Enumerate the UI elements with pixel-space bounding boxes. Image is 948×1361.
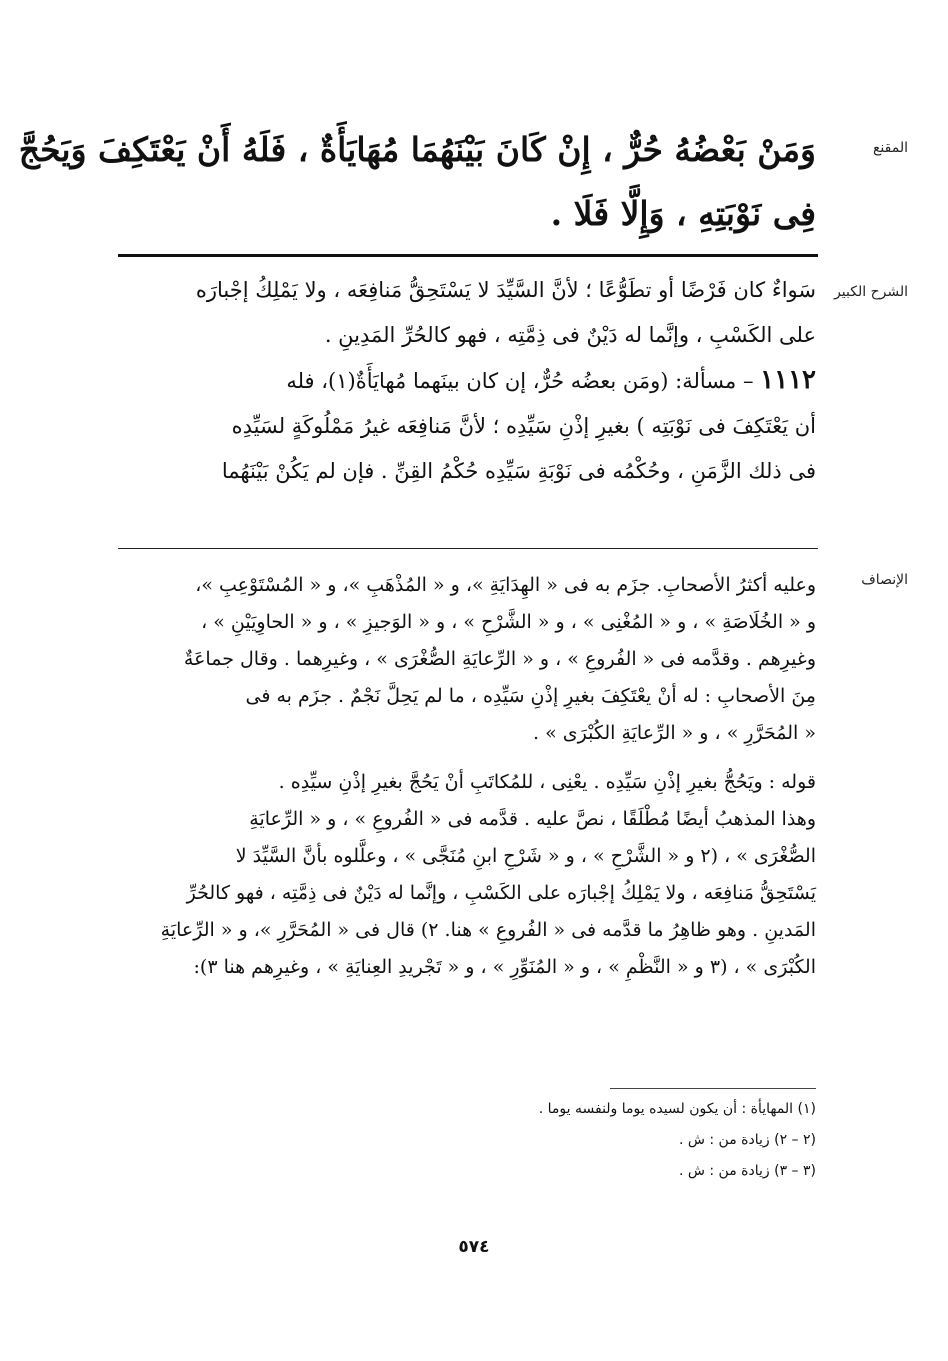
insaf-line: مِنَ الأصحابِ : له أنْ يعْتَكِفَ بغيرِ إذْنِ سَيِّدِه ، ما لم يَحِلَّ نَجْمٌ . جزَم به فى xyxy=(245,685,816,707)
insaf-paragraph xyxy=(118,764,816,986)
section-divider-thick xyxy=(118,254,818,257)
sharh-line: على الكَسْبِ ، وإنَّما له دَيْنٌ فى ذِمَّتِه ، فهو كالحُرِّ المَدِينِ . xyxy=(324,323,816,347)
label-insaf: الإنصاف xyxy=(861,572,908,588)
issue-heading: – مسألة: (ومَن بعضُه حُرٌّ، إن كان بينَهما مُهايَأَةٌ(١)، فله xyxy=(286,369,761,393)
insaf-line: قوله : ويَحُجُّ بغيرِ إذْنِ سَيِّدِه . يعْنِى ، للمُكاتَبِ أنْ يَحُجَّ بغيرِ إذْنِ سيِّدِه . xyxy=(278,771,816,793)
footnotes xyxy=(118,1094,816,1187)
insaf-line: وهذا المذهبُ أيضًا مُطْلَقًا ، نصَّ عليه . قدَّمه فى « الفُروعِ » ، و « الرِّعايَةِ xyxy=(249,808,816,830)
footnote: (١) المهايأة : أن يكون لسيده يوما ولنفسه يوما . xyxy=(538,1101,816,1117)
section-divider xyxy=(118,548,818,549)
sharh-line: سَواءٌ كان فَرْضًا أو تطَوُّعًا ؛ لأنَّ السَّيِّدَ لا يَسْتَحِقُّ مَنافِعَه ، ولا يَمْلِكُ إجْبارَه xyxy=(195,278,816,302)
sharh-kabir-text xyxy=(118,268,816,494)
issue-number: ١١١٢ xyxy=(760,365,816,395)
insaf-line: الصُّغْرَى » ، (٢ و « الشَّرْحِ » ، و « شَرْحِ ابنِ مُنَجَّى » ، وعلَّلوه بأنَّ السَّيِّدَ لا xyxy=(235,845,816,867)
footnote-divider xyxy=(610,1088,816,1089)
muqni-line: وَمَنْ بَعْضُهُ حُرٌّ ، إِنْ كَانَ بَيْنَهُمَا مُهَايَأَةٌ ، فَلَهُ أَنْ يَعْتَكِفَ وَيَحُجَّ xyxy=(18,130,816,169)
label-sharh-kabir: الشرح الكبير xyxy=(834,284,908,300)
insaf-line: المَدينِ . وهو ظاهِرُ ما قدَّمه فى « الفُروعِ » هنا. ٢) قال فى « المُحَرَّرِ »، و « الرِّعايَةِ xyxy=(160,919,816,941)
insaf-line: الكُبْرَى » ، (٣ و « النَّظْمِ » ، و « المُنَوِّرِ » ، و « تَجْريدِ العِنايَةِ » ، وغيرِهم هنا ٣): xyxy=(193,956,816,978)
sharh-line: أن يَعْتَكِفَ فى نَوْبَتِه ) بغيرِ إذْنِ سَيِّدِه ؛ لأنَّ مَنافِعَه غيرُ مَمْلُوكَةٍ لسَيِّدِه xyxy=(231,414,816,438)
label-muqni: المقنع xyxy=(872,140,908,156)
insaf-line: وغيرِهم . وقدَّمه فى « الفُروعِ » ، و « الرِّعايَةِ الصُّغْرَى » ، وغيرِهما . وقال جماعَةٌ xyxy=(183,648,816,670)
insaf-text xyxy=(118,567,816,986)
page-number: ٥٧٤ xyxy=(458,1237,490,1257)
footnote: (٣ – ٣) زيادة من : ش . xyxy=(678,1163,816,1179)
insaf-line: وعليه أكثرُ الأصحابِ. جزَم به فى « الهِدَايَةِ »، و « المُذْهَبِ »، و « المُسْتَوْعِبِ »، xyxy=(195,574,816,596)
muqni-text xyxy=(18,118,816,246)
insaf-paragraph xyxy=(118,567,816,752)
insaf-line: و « الخُلَاصَةِ » ، و « المُغْنِى » ، و « الشَّرْحِ » ، و « الوَجيزِ » ، و « الحاوِيَيْنِ » ، xyxy=(201,611,816,633)
insaf-line: « المُحَرَّرِ » ، و « الرِّعايَةِ الكُبْرَى » . xyxy=(533,722,816,744)
muqni-line: فِى نَوْبَتِهِ ، وَإِلَّا فَلَا . xyxy=(550,194,816,233)
footnote: (٢ – ٢) زيادة من : ش . xyxy=(678,1132,816,1148)
sharh-line: فى ذلك الزَّمَنِ ، وحُكْمُه فى نَوْبَةِ سَيِّدِه حُكْمُ القِنِّ . فإن لم يَكُنْ بَيْنَهُما xyxy=(221,459,816,483)
sharh-issue-line xyxy=(118,358,816,404)
insaf-line: يَسْتَحِقُّ مَنافِعَه ، ولا يَمْلِكُ إجْبارَه على الكَسْبِ ، وإنَّما له دَيْنٌ فى ذِمَّتِه ، فهو كالحُرِّ xyxy=(186,882,816,904)
